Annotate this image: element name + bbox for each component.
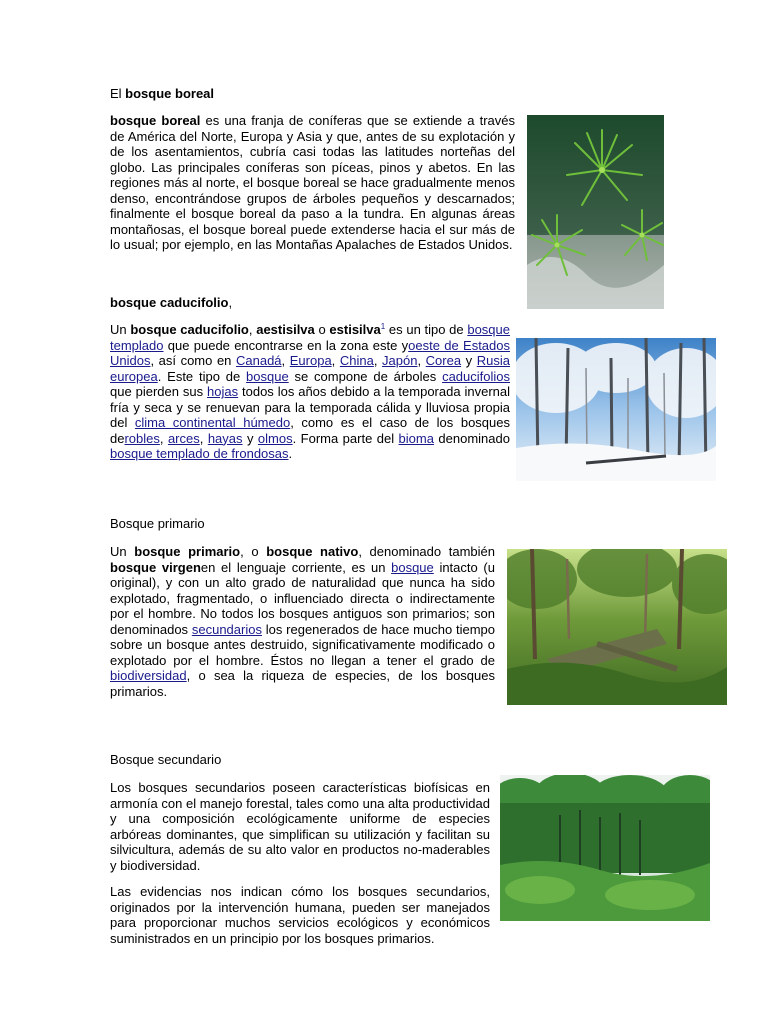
link-japon[interactable]: Japón [382, 353, 418, 368]
section-title-primario: Bosque primario [110, 516, 205, 531]
link-corea[interactable]: Corea [425, 353, 462, 368]
link-caducifolios[interactable]: caducifolios [442, 368, 510, 384]
link-robles[interactable]: robles [124, 430, 160, 446]
paragraph-boreal: bosque boreal es una franja de coníferas que se extiende a través de América del Norte, Europa y Asia y que, antes de su explotación y de los asentamientos, cubría casi todas las latitudes norteñas del globo. Las principales coníferas son píceas, pinos y abetos. En las regiones más al norte, el bosque boreal se hace gradualmente menos denso, encontrándose grupos de árboles pequeños y descarnados; finalmente el bosque boreal da paso a la tundra. En algunas áreas montañosas, el bosque boreal puede extenderse hacia el sur más de lo usual; por ejemplo, en las Montañas Apalaches de Estados Unidos. [110, 113, 515, 252]
section-title-boreal: El bosque boreal [110, 86, 215, 101]
paragraph-caducifolio: Un bosque caducifolio, aestisilva o estisilva$^1$ es un tipo de bosque templado que puede encontrarse en la zona este yoeste de Estados Unidos, así como en Canadá, Europa, China, Japón, Corea y Rusia europea. Este tipo de bosque se compone de árboles caducifolios que pierden sus hojas todos los años debido a la temporada invernal fría y seca y se renuevan para la temporada cálida y lluviosa propia del clima continental húmedo, como es el caso de los bosques derobles, arces, hayas y olmos. Forma parte del bioma denominado bosque templado de frondosas. [110, 322, 511, 461]
link-biodiversidad[interactable]: biodiversidad [110, 668, 187, 683]
link-bioma[interactable]: bioma [398, 430, 434, 446]
link-china[interactable]: China [339, 353, 374, 368]
section-primario [110, 516, 495, 699]
snowy-forest-image [516, 338, 716, 481]
paragraph-primario: Un bosque primario, o bosque nativo, denominado también bosque virgenen el lenguaje corriente, es un bosque intacto (u original), y con un alto grado de naturalidad que nunca ha sido explotado, fragmentado, o influenciado directa o indirectamente por el hombre. No todos los bosques antiguos son primarios; son denominados secundarios los regenerados de hace mucho tiempo sobre un bosque antes destruido, significativamente modificado o explotado por el hombre. Éstos no llegan a tener el grado de biodiversidad, o sea la riqueza de especies, de los bosques primarios. [110, 544, 496, 699]
section-title-caducifolio: bosque caducifolio, [110, 295, 233, 310]
link-secundarios[interactable]: secundarios [191, 621, 262, 637]
link-olmos[interactable]: olmos [257, 430, 293, 446]
link-hojas[interactable]: hojas [207, 384, 239, 399]
link-arces[interactable]: arces [167, 430, 200, 446]
primary-forest-image [507, 549, 727, 705]
link-rusia-europea[interactable]: Rusia europea [110, 353, 511, 384]
link-bosque-templado-frondosas[interactable]: bosque templado de frondosas [110, 446, 289, 461]
link-bosque-templado[interactable]: bosque templado [110, 322, 510, 353]
link-hayas[interactable]: hayas [207, 430, 243, 446]
section-caducifolio-body [110, 322, 510, 462]
link-europa[interactable]: Europa [289, 353, 332, 368]
paragraph-secundario-1: Los bosques secundarios poseen características biofísicas en armonía con el manejo forestal, tales como una alta productividad y una composición ecológicamente uniforme de especies arbóreas dominantes, que simplifican su utilización y facilitan su silvicultura, además de su alto valor en productos no-maderables y biodiversidad. [110, 780, 490, 873]
section-title-secundario: Bosque secundario [110, 752, 222, 767]
link-clima-continental-humedo[interactable]: clima continental húmedo [134, 415, 291, 430]
section-secundario [110, 752, 490, 946]
conifer-needles-image [527, 115, 664, 309]
link-canada[interactable]: Canadá [236, 353, 282, 368]
section-caducifolio [110, 295, 658, 311]
paragraph-secundario-2: Las evidencias nos indican cómo los bosques secundarios, originados por la intervención humana, pueden ser manejados para proporcionar muchos servicios ecológicos y económicos suministrados en un principio por los bosques primarios. [110, 884, 490, 946]
link-bosque[interactable]: bosque [246, 368, 289, 384]
link-bosque-primario[interactable]: bosque [391, 559, 434, 575]
link-oeste-estados-unidos[interactable]: oeste de Estados Unidos [110, 337, 510, 368]
footnote-link[interactable]: 1 [380, 322, 386, 331]
section-boreal [110, 86, 515, 253]
secondary-forest-image [500, 775, 710, 921]
